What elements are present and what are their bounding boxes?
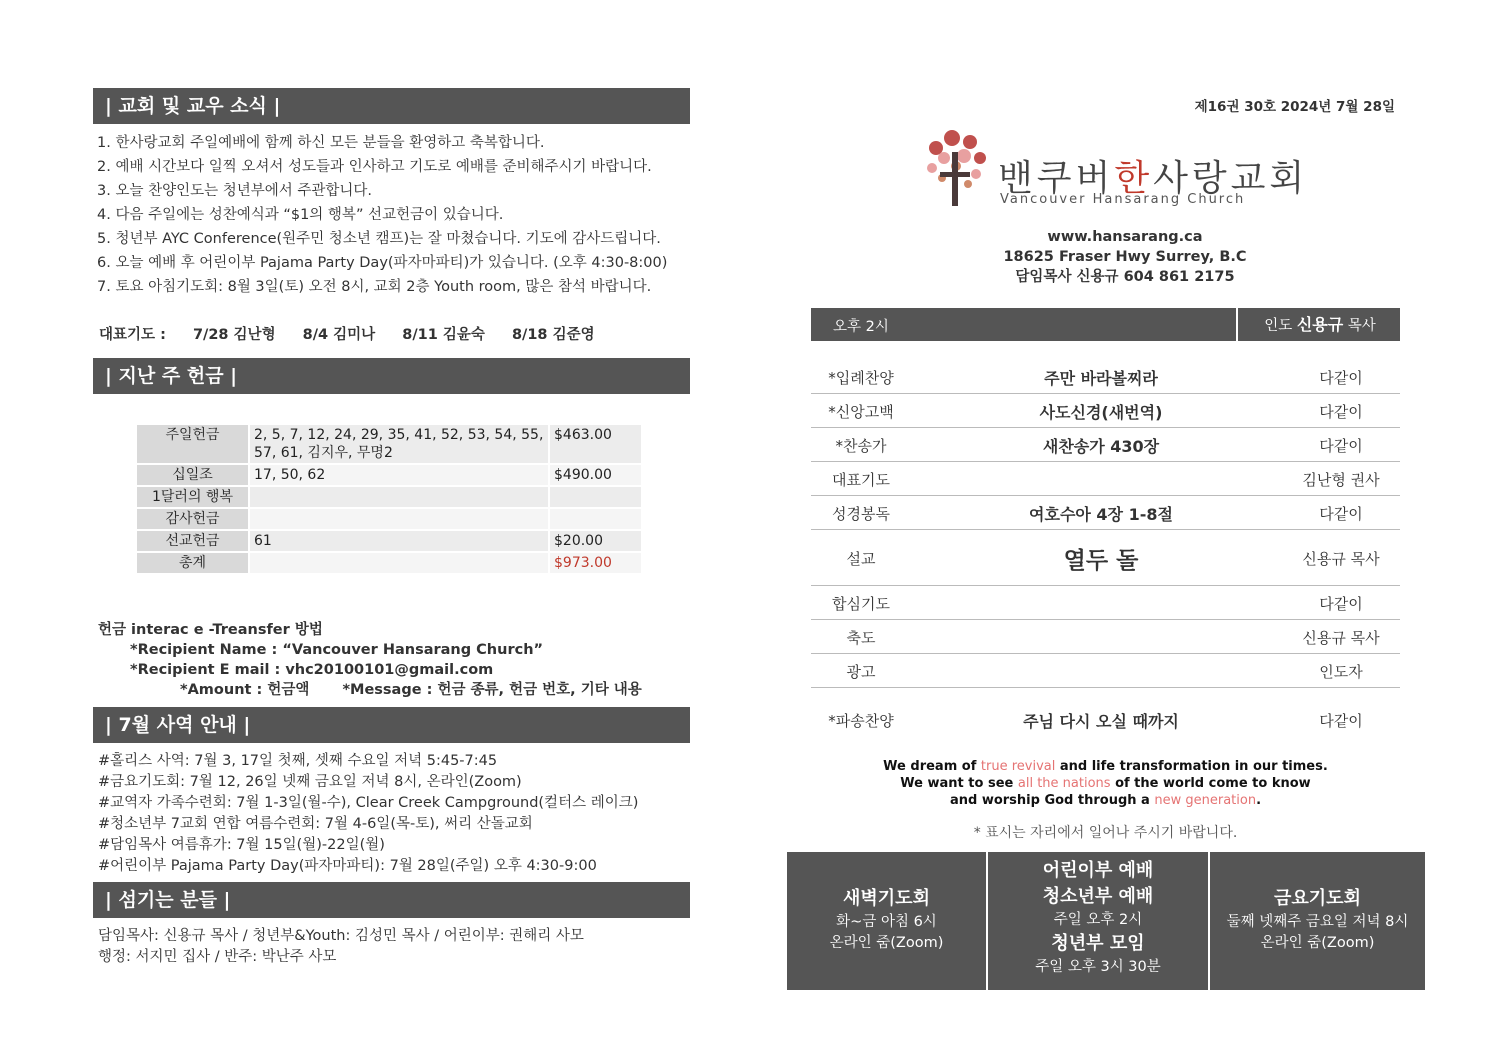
schedule-item: #교역자 가족수련회: 7월 1-3일(월-수), Clear Creek Campground(컬터스 레이크) [98, 795, 639, 811]
offering-amount: $463.00 [549, 424, 642, 464]
worship-row: 합심기도 다같이 [811, 586, 1400, 620]
church-logo-tree-icon [922, 128, 992, 210]
offering-amount: $490.00 [549, 464, 642, 486]
etransfer-info [98, 620, 642, 700]
offering-amount: $20.00 [549, 530, 642, 552]
etransfer-recipient-name: *Recipient Name : “Vancouver Hansarang Church” [130, 642, 544, 658]
table-row [136, 424, 642, 464]
standing-note: * 표시는 자리에서 일어나 주시기 바랍니다. [973, 825, 1238, 841]
service-leader: 인도 신용규 목사 [1236, 308, 1402, 341]
schedule-item: #청소년부 7교회 연합 여름수련회: 7월 4-6일(목-토), 써리 산돌교회 [98, 816, 533, 832]
worship-row: 광고 인도자 [811, 654, 1400, 688]
vision-statement: We dream of true revival and life transformation in our times. We want to see all the nations of the world come to know and worship God through a new generation. [883, 759, 1328, 808]
etransfer-amount: *Amount : 헌금액 [180, 682, 310, 698]
offering-numbers [249, 486, 549, 508]
table-row [136, 486, 642, 508]
meetings-panel [787, 852, 1425, 990]
table-row [136, 530, 642, 552]
offering-type: 감사헌금 [136, 508, 249, 530]
table-row [136, 552, 642, 574]
church-address: 18625 Fraser Hwy Surrey, B.C [1003, 249, 1247, 265]
etransfer-recipient-email: *Recipient E mail : vhc20100101@gmail.com [130, 662, 494, 678]
news-item: 3. 오늘 찬양인도는 청년부에서 주관합니다. [97, 183, 372, 199]
offering-type: 주일헌금 [136, 424, 249, 464]
offering-table [135, 423, 643, 575]
worship-row: 설교 열두 돌 신용규 목사 [811, 530, 1400, 586]
offering-numbers: 17, 50, 62 [249, 464, 549, 486]
prayer-entry: 8/4 김미나 [302, 327, 376, 343]
news-item: 4. 다음 주일에는 성찬예식과 “$1의 행복” 선교헌금이 있습니다. [97, 207, 504, 223]
service-time: 오후 2시 [833, 319, 889, 335]
pastor-contact: 담임목사 신용규 604 861 2175 [1015, 269, 1235, 285]
offering-type: 총계 [136, 552, 249, 574]
news-item: 1. 한사랑교회 주일예배에 함께 하신 모든 분들을 환영하고 축복합니다. [97, 135, 545, 151]
worship-row: 대표기도 김난형 권사 [811, 462, 1400, 496]
offering-numbers [249, 508, 549, 530]
worship-row: *파송찬양 주님 다시 오실 때까지 다같이 [828, 712, 1363, 731]
dawn-prayer-meeting: 새벽기도회 화~금 아침 6시 온라인 줌(Zoom) [829, 888, 944, 951]
offering-amount [549, 486, 642, 508]
news-item: 6. 오늘 예배 후 어린이부 Pajama Party Day(파자마파티)가 있습니다. (오후 4:30-8:00) [97, 255, 668, 271]
service-header [811, 308, 1400, 341]
worship-row: *입례찬양 주만 바라볼찌라 다같이 [811, 360, 1400, 394]
issue-date: 제16권 30호 2024년 7월 28일 [1194, 99, 1395, 115]
prayer-entry: 7/28 김난형 [192, 327, 276, 343]
etransfer-message: *Message : 헌금 종류, 헌금 번호, 기타 내용 [342, 682, 642, 698]
prayer-entry: 8/18 김준영 [511, 327, 595, 343]
prayer-label: 대표기도 : [99, 327, 166, 343]
church-logo-subtitle: Vancouver Hansarang Church [1000, 192, 1246, 207]
offering-numbers: 61 [249, 530, 549, 552]
table-row [136, 464, 642, 486]
offering-total: $973.00 [549, 552, 642, 574]
schedule-item: #어린이부 Pajama Party Day(파자마파티): 7월 28일(주일) 오후 4:30-9:00 [98, 858, 597, 874]
worship-row: *신앙고백 사도신경(새번역) 다같이 [811, 394, 1400, 428]
offering-numbers [249, 552, 549, 574]
news-item: 7. 토요 아침기도회: 8월 3일(토) 오전 8시, 교회 2층 Youth room, 많은 참석 바랍니다. [97, 279, 652, 295]
news-item: 2. 예배 시간보다 일찍 오셔서 성도들과 인사하고 기도로 예배를 준비해주시기 바랍니다. [97, 159, 652, 175]
prayer-entry: 8/11 김윤숙 [402, 327, 485, 343]
schedule-item: #홀리스 사역: 7월 3, 17일 첫째, 셋째 수요일 저녁 5:45-7:45 [98, 753, 498, 769]
worship-row: 성경봉독 여호수아 4장 1-8절 다같이 [811, 496, 1400, 530]
friday-prayer-meeting: 금요기도회 둘째 넷째주 금요일 저녁 8시 온라인 줌(Zoom) [1226, 888, 1409, 951]
offering-type: 선교헌금 [136, 530, 249, 552]
servers-list [98, 926, 584, 968]
etransfer-title: 헌금 interac e -Treansfer 방법 [98, 622, 323, 638]
worship-row: 축도 신용규 목사 [811, 620, 1400, 654]
offering-amount [549, 508, 642, 530]
order-of-worship [811, 360, 1400, 734]
church-logo-wordmark: 밴쿠버한사랑교회 [998, 158, 1309, 199]
prayer-schedule [99, 323, 617, 344]
news-section-title: | 교회 및 교우 소식 | [93, 88, 690, 124]
servers-line: 행정: 서지민 집사 / 반주: 박난주 사모 [98, 949, 337, 965]
servers-section-title: | 섬기는 분들 | [93, 882, 690, 918]
sunday-meetings: 어린이부 예배 청소년부 예배 주일 오후 2시 청년부 모임 주일 오후 3시 30분 [1035, 860, 1161, 975]
offering-section-title: | 지난 주 헌금 | [93, 358, 690, 394]
table-row [136, 508, 642, 530]
schedule-item: #금요기도회: 7월 12, 26일 넷째 금요일 저녁 8시, 온라인(Zoom) [98, 774, 522, 790]
website-link[interactable]: www.hansarang.ca [1047, 229, 1203, 245]
offering-type: 1달러의 행복 [136, 486, 249, 508]
offering-numbers: 2, 5, 7, 12, 24, 29, 35, 41, 52, 53, 54, 55, 57, 61, 김지우, 무명2 [249, 424, 549, 464]
schedule-list [98, 751, 638, 877]
offering-type: 십일조 [136, 464, 249, 486]
church-contact [990, 227, 1260, 287]
servers-line: 담임목사: 신용규 목사 / 청년부&Youth: 김성민 목사 / 어린이부: 권해리 사모 [98, 928, 584, 944]
news-item: 5. 청년부 AYC Conference(원주민 청소년 캠프)는 잘 마쳤습니다. 기도에 감사드립니다. [97, 231, 661, 247]
schedule-section-title: | 7월 사역 안내 | [93, 707, 690, 743]
news-list [97, 131, 687, 299]
schedule-item: #담임목사 여름휴가: 7월 15일(월)-22일(월) [98, 837, 385, 853]
worship-row: *찬송가 새찬송가 430장 다같이 [811, 428, 1400, 462]
